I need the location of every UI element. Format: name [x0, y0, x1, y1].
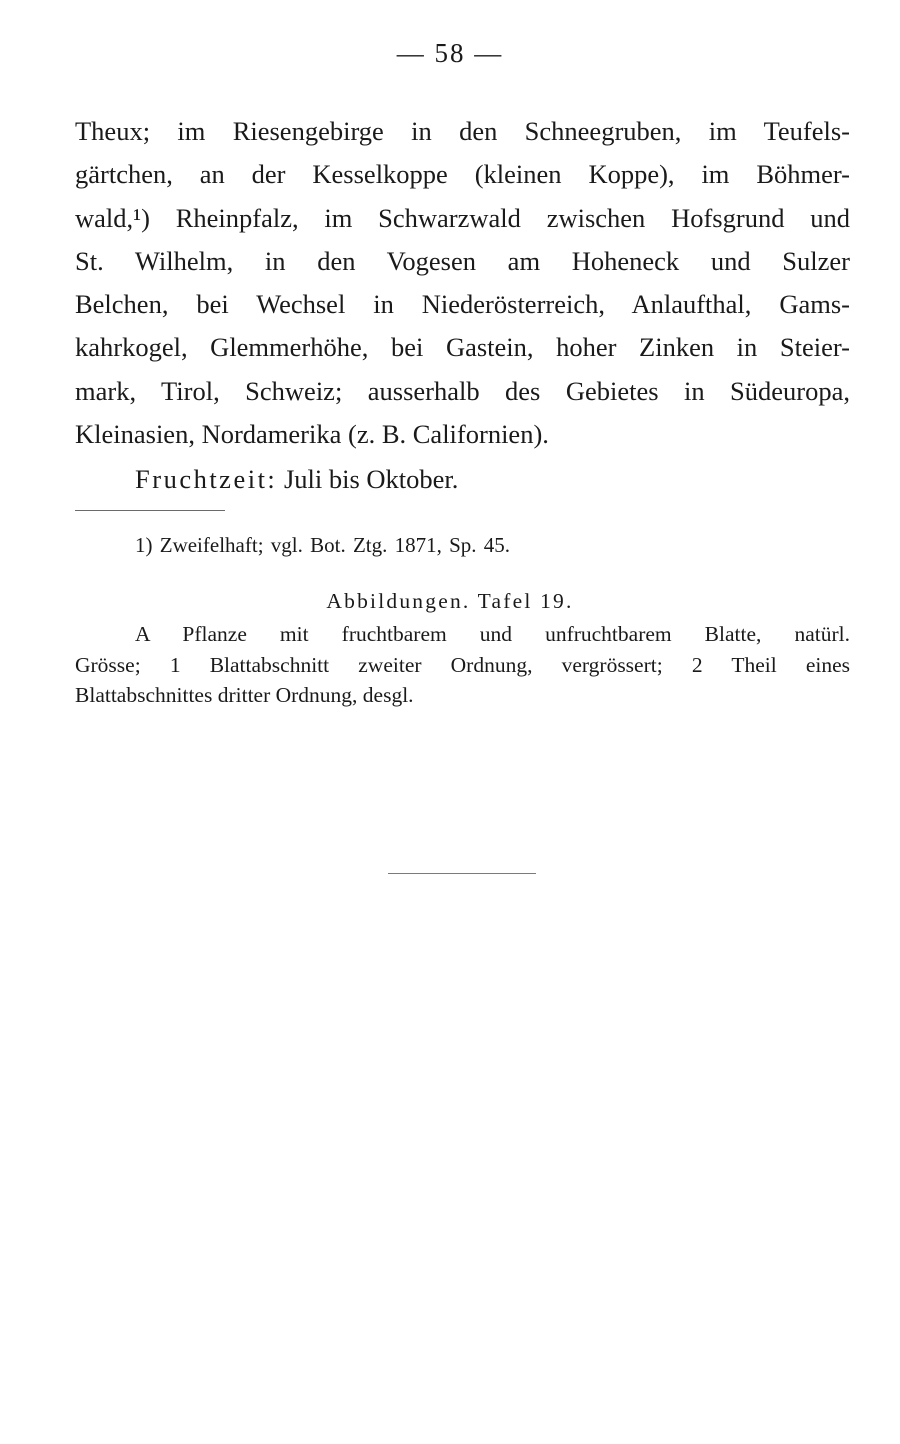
figures-line: A Pflanze mit fruchtbarem und unfruchtbarem Blatte, natürl.	[135, 622, 850, 646]
figures-line: Grösse; 1 Blattabschnitt zweiter Ordnung, vergrössert; 2 Theil eines	[75, 652, 850, 677]
fruit-time-value: Juli bis Oktober.	[283, 464, 459, 494]
footnote: 1) Zweifelhaft; vgl. Bot. Ztg. 1871, Sp. 45.	[135, 533, 511, 557]
text-line: Theux; im Riesengebirge in den Schneegruben, im Teufels-	[75, 116, 850, 146]
figures-description	[75, 619, 850, 711]
text-line: gärtchen, an der Kesselkoppe (kleinen Koppe), im Böhmer-	[75, 159, 850, 190]
text-line: Kleinasien, Nordamerika (z. B. Californien).	[75, 419, 549, 450]
fruit-time-label: Fruchtzeit:	[135, 464, 278, 494]
end-divider	[388, 873, 536, 874]
fruit-time-line	[135, 459, 458, 499]
footnote-divider	[75, 510, 225, 511]
text-line: Belchen, bei Wechsel in Niederösterreich, Anlaufthal, Gams-	[75, 289, 850, 320]
page-number: — 58 —	[396, 38, 504, 68]
main-text	[75, 110, 850, 456]
text-line: St. Wilhelm, in den Vogesen am Hoheneck und Sulzer	[75, 245, 850, 276]
text-line: wald,¹) Rheinpfalz, im Schwarzwald zwischen Hofsgrund und	[75, 202, 850, 233]
text-line: kahrkogel, Glemmerhöhe, bei Gastein, hoher Zinken in Steier-	[75, 332, 850, 363]
figures-line: Blattabschnittes dritter Ordnung, desgl.	[75, 683, 414, 707]
text-line: mark, Tirol, Schweiz; ausserhalb des Gebietes in Südeuropa,	[75, 375, 850, 406]
figures-heading: Abbildungen. Tafel 19.	[326, 589, 574, 613]
